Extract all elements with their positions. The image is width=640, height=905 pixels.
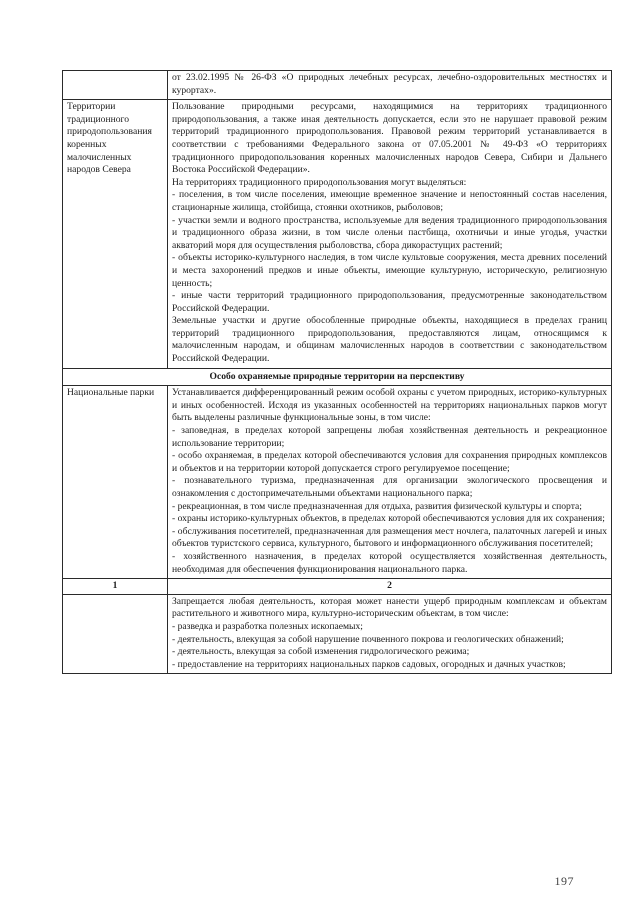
row-text-cell	[168, 71, 612, 100]
list-item: - объекты историко-культурного наследия, в том числе культовые сооружения, места древних поселений и места захоронений предков и иные объекты, имеющие культурную, историческую, религиозную ценность;	[172, 252, 607, 289]
list-item: - предоставление на территориях национальных парков садовых, огородных и дачных участков;	[172, 658, 566, 670]
table-row	[63, 71, 612, 100]
column-number-row	[63, 579, 612, 595]
list-item: - рекреационная, в том числе предназначенная для отдыха, развития физической культуры и спорта;	[172, 500, 582, 512]
list-item: - участки земли и водного пространства, используемые для ведения традиционного природопользования и традиционного образа жизни, в том числе оленьи пастбища, охотничьи и иные угодья, участки акваторий моря для осуществления рыболовства, сбора дикорастущих растений;	[172, 214, 607, 251]
regulation-table	[62, 70, 612, 674]
section-row	[63, 368, 612, 386]
list-item: - особо охраняемая, в пределах которой обеспечиваются условия для сохранения природных комплексов и объектов и на территории которой допускается строго регулируемое посещение;	[172, 450, 607, 474]
list-item: - познавательного туризма, предназначенная для организации экологического просвещения и ознакомления с достопримечательными объектами национального парка;	[172, 475, 607, 499]
section-heading: Особо охраняемые природные территории на перспективу	[63, 368, 612, 386]
row-title-cell	[63, 594, 168, 674]
list-item: - иные части территорий традиционного природопользования, предусмотренные законодательством Российской Федерации.	[172, 290, 607, 314]
row-title-cell	[63, 71, 168, 100]
column-number-2: 2	[168, 579, 612, 595]
list-item: - разведка и разработка полезных ископаемых;	[172, 620, 363, 632]
list-item: - охраны историко-культурных объектов, в пределах которой обеспечиваются условия для их сохранения;	[172, 513, 605, 525]
list-item: - хозяйственного назначения, в пределах которой осуществляется хозяйственная деятельность, необходимая для обеспечения функционирования национального парка.	[172, 550, 607, 575]
paragraph: от 23.02.1995 № 26-ФЗ «О природных лечебных ресурсах, лечебно-оздоровительных местностях и курортах».	[172, 72, 607, 96]
row-text-cell	[168, 100, 612, 368]
paragraph: Пользование природными ресурсами, находящимися на территориях традиционного природопользования, а также иная деятельность допускается, если это не нарушает правовой режим территорий традиционного природопользования. Правовой режим территорий устанавливается в соответствии с требованиями Федерального закона от 07.05.2001 № 49-ФЗ «О территориях традиционного природопользования коренных малочисленных народов Севера, Сибири и Дальнего Востока Российской Федерации».	[172, 101, 607, 176]
table-row	[63, 100, 612, 368]
row-text-cell	[168, 594, 612, 674]
list-item: - деятельность, влекущая за собой нарушение почвенного покрова и геологических обнажений;	[172, 633, 564, 645]
table-row	[63, 594, 612, 674]
list-item: - обслуживания посетителей, предназначенная для размещения мест ночлега, палаточных лагерей и иных объектов туристского сервиса, культурного, бытового и информационного обслуживания посетителей;	[172, 525, 607, 550]
page-number: 197	[554, 874, 574, 888]
paragraph: На территориях традиционного природопользования могут выделяться:	[172, 176, 467, 188]
paragraph: Запрещается любая деятельность, которая может нанести ущерб природным комплексам и объектам растительного и животного мира, культурно-историческим объектам, в том числе:	[172, 595, 607, 620]
table-row	[63, 386, 612, 579]
paragraph: Устанавливается дифференцированный режим особой охраны с учетом природных, историко-культурных и иных особенностей. Исходя из указанных особенностей на территориях национальных парков могут быть выделены различные функциональные зоны, в том числе:	[172, 387, 607, 424]
row-text-cell	[168, 386, 612, 579]
list-item: - поселения, в том числе поселения, имеющие временное значение и непостоянный состав населения, стационарные жилища, стойбища, стоянки охотников, рыболовов;	[172, 189, 607, 213]
paragraph: Земельные участки и другие обособленные природные объекты, находящиеся в пределах границ территорий традиционного природопользования, предоставляются лицам, относящимся к малочисленным народам, и общинам малочисленных народов в соответствии с законодательством Российской Федерации.	[172, 315, 607, 365]
list-item: - заповедная, в пределах которой запрещены любая хозяйственная деятельность и рекреационное использование территории;	[172, 425, 607, 449]
row-title-cell: Национальные парки	[63, 386, 168, 579]
list-item: - деятельность, влекущая за собой изменения гидрологического режима;	[172, 646, 470, 658]
column-number-1: 1	[63, 579, 168, 595]
row-title-cell: Территории традиционного природопользования коренных малочисленных народов Севера	[63, 100, 168, 368]
